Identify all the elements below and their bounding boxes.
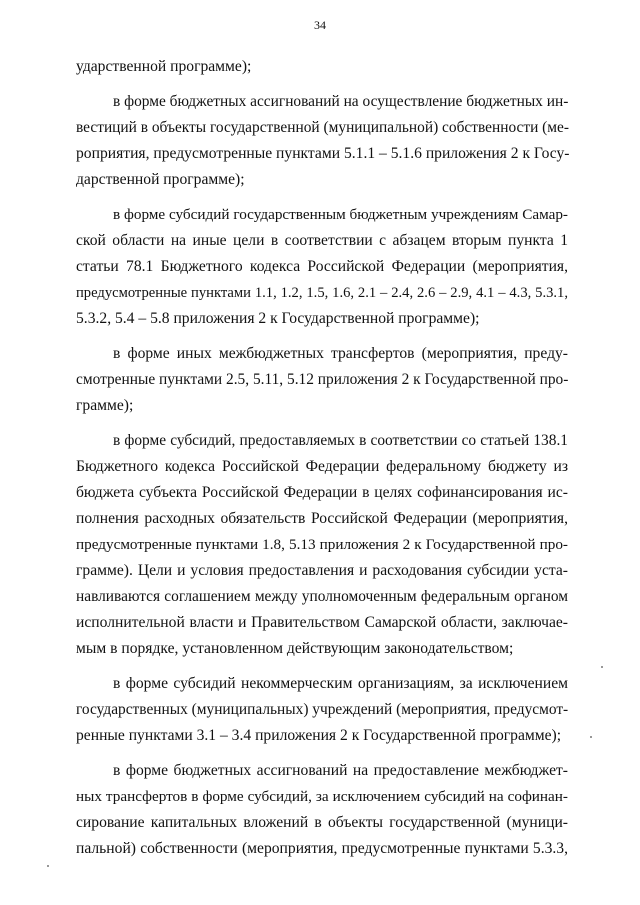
scan-speck — [47, 865, 49, 867]
text-line: смотренные пунктами 2.5, 5.11, 5.12 приложения 2 к Государственной про- — [76, 371, 569, 388]
text-line: роприятия, предусмотренные пунктами 5.1.1 – 5.1.6 приложения 2 к Госу- — [76, 145, 570, 162]
text-line: вестиций в объекты государственной (муниципальной) собственности (ме- — [76, 119, 569, 136]
text-line: навливаются соглашением между уполномоченным федеральным органом — [76, 588, 568, 605]
text-line: предусмотренные пунктами 1.8, 5.13 приложения 2 к Государственной про- — [76, 536, 568, 553]
text-line: полнения расходных обязательств Российской Федерации (мероприятия, — [76, 510, 568, 527]
paragraph-first-line: в форме субсидий, предоставляемых в соответствии со статьей 138.1 — [113, 432, 568, 449]
paragraph-first-line: в форме бюджетных ассигнований на предоставление межбюджет- — [113, 762, 568, 779]
text-line: предусмотренные пунктами 1.1, 1.2, 1.5, 1.6, 2.1 – 2.4, 2.6 – 2.9, 4.1 – 4.3, 5.3.1, — [76, 285, 568, 301]
text-line: пальной) собственности (мероприятия, предусмотренные пунктами 5.3.3, — [76, 840, 568, 857]
text-line: сирование капитальных вложений в объекты государственной (муници- — [76, 814, 568, 831]
text-line: грамме). Цели и условия предоставления и расходования субсидии уста- — [76, 562, 568, 579]
text-line: 5.3.2, 5.4 – 5.8 приложения 2 к Государственной программе); — [76, 310, 480, 327]
paragraph-first-line: в форме бюджетных ассигнований на осуществление бюджетных ин- — [113, 93, 569, 110]
text-line: Бюджетного кодекса Российской Федерации федеральному бюджету из — [76, 458, 568, 475]
text-line: грамме); — [76, 397, 134, 414]
text-line: мым в порядке, установленном действующим законодательством; — [76, 640, 514, 657]
text-line: бюджета субъекта Российской Федерации в целях софинансирования ис- — [76, 484, 568, 501]
paragraph-first-line: в форме субсидий государственным бюджетным учреждениям Самар- — [113, 206, 568, 223]
text-line: дарственной программе); — [76, 171, 245, 188]
text-line: ударственной программе); — [76, 58, 252, 75]
text-line: ской области на иные цели в соответствии с абзацем вторым пункта 1 — [76, 232, 568, 249]
text-line: ренные пунктами 3.1 – 3.4 приложения 2 к Государственной программе); — [76, 727, 562, 744]
text-line: государственных (муниципальных) учреждений (мероприятия, предусмот- — [76, 701, 569, 718]
scan-speck — [590, 736, 592, 738]
paragraph-first-line: в форме иных межбюджетных трансфертов (мероприятия, преду- — [113, 345, 568, 362]
text-line: ных трансфертов в форме субсидий, за исключением субсидий на софинан- — [76, 788, 568, 805]
scan-speck — [601, 666, 603, 668]
text-line: исполнительной власти и Правительством Самарской области, заключае- — [76, 614, 568, 631]
paragraph-first-line: в форме субсидий некоммерческим организациям, за исключением — [113, 675, 568, 692]
text-line: статьи 78.1 Бюджетного кодекса Российской Федерации (мероприятия, — [76, 258, 568, 275]
page-number: 34 — [314, 18, 326, 32]
